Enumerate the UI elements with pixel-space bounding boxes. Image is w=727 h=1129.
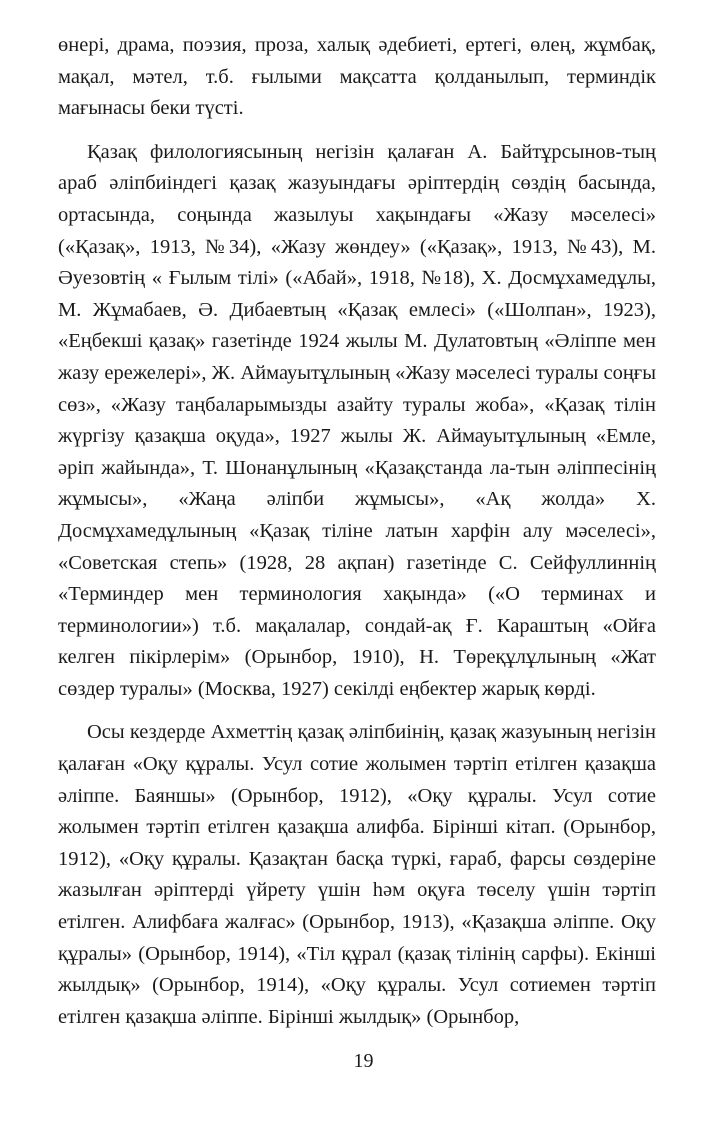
- page-number: 19: [353, 1050, 374, 1072]
- paragraph-continued: өнері, драма, поэзия, проза, халық әдебиеті, ертегі, өлең, жұмбақ, мақал, мәтел, т.б. ғылыми мақсатта қолданылып, терминдік мағынасы беки түсті.: [58, 34, 656, 120]
- paragraph-alphabet-works: Осы кездерде Ахметтің қазақ әліпбиінің, қазақ жазуының негізін қалаған «Оқу құралы. Усул сотие жолымен тәртіп етілген қазақша әліппе. Баяншы» (Орынбор, 1912), «Оқу құралы. Усул сотие жолымен тәртіп етілген қазақша алифба. Бірінші кітап. (Орынбор, 1912), «Оқу құралы. Қазақтан басқа түркі, ғараб, фарсы сөздеріне жазылған әріптерді үйрету үшін һәм оқуға төселу үшін тәртіп етілген. Алифбаға жалғас» (Орынбор, 1913), «Қазақша әліппе. Оқу құралы» (Орынбор, 1914), «Тіл құрал (қазақ тілінің сарфы). Екінші жылдық» (Орынбор, 1914), «Оқу құралы. Усул сотиемен тәртіп етілген қазақша әліппе. Бірінші жылдық» (Орынбор,: [58, 721, 656, 1028]
- page-body: [58, 30, 656, 1033]
- paragraph-philology: Қазақ филологиясының негізін қалаған А. Байтұрсынов-тың араб әліпбиіндегі қазақ жазуындағы әріптердің сөздің басында, ортасында, соңында жазылуы хақындағы «Жазу мәселесі» («Қазақ», 1913, №34), «Жазу жөндеу» («Қазақ», 1913, №43), М. Әуезовтің « Ғылым тілі» («Абай», 1918, №18), Х. Досмұхамедұлы, М. Жұмабаев, Ә. Дибаевтың «Қазақ емлесі» («Шолпан», 1923), «Еңбекші қазақ» газетінде 1924 жылы М. Дулатовтың «Әліппе мен жазу ережелері», Ж. Аймауытұлының «Жазу мәселесі туралы соңғы сөз», «Жазу таңбаларымызды азайту туралы жоба», «Қазақ тілін жүргізу қазақша оқуда», 1927 жылы Ж. Аймауытұлының «Емле, әріп жайында», Т. Шонанұлының «Қазақстанда ла-тын әліппесінің жұмысы», «Жаңа әліпби жұмысы», «Ақ жолда» Х. Досмұхамедұлының «Қазақ тіліне латын харфін алу мәселесі», «Советская степь» (1928, 28 ақпан) газетінде С. Сейфуллиннің «Терминдер мен терминология хақында» («О терминах и терминологии») т.б. мақалалар, сондай-ақ Ғ. Караштың «Ойға келген пікірлерім» (Орынбор, 1910), Н. Төреқұлұлының «Жат сөздер туралы» (Москва, 1927) секілді еңбектер жарық көрді.: [58, 140, 656, 700]
